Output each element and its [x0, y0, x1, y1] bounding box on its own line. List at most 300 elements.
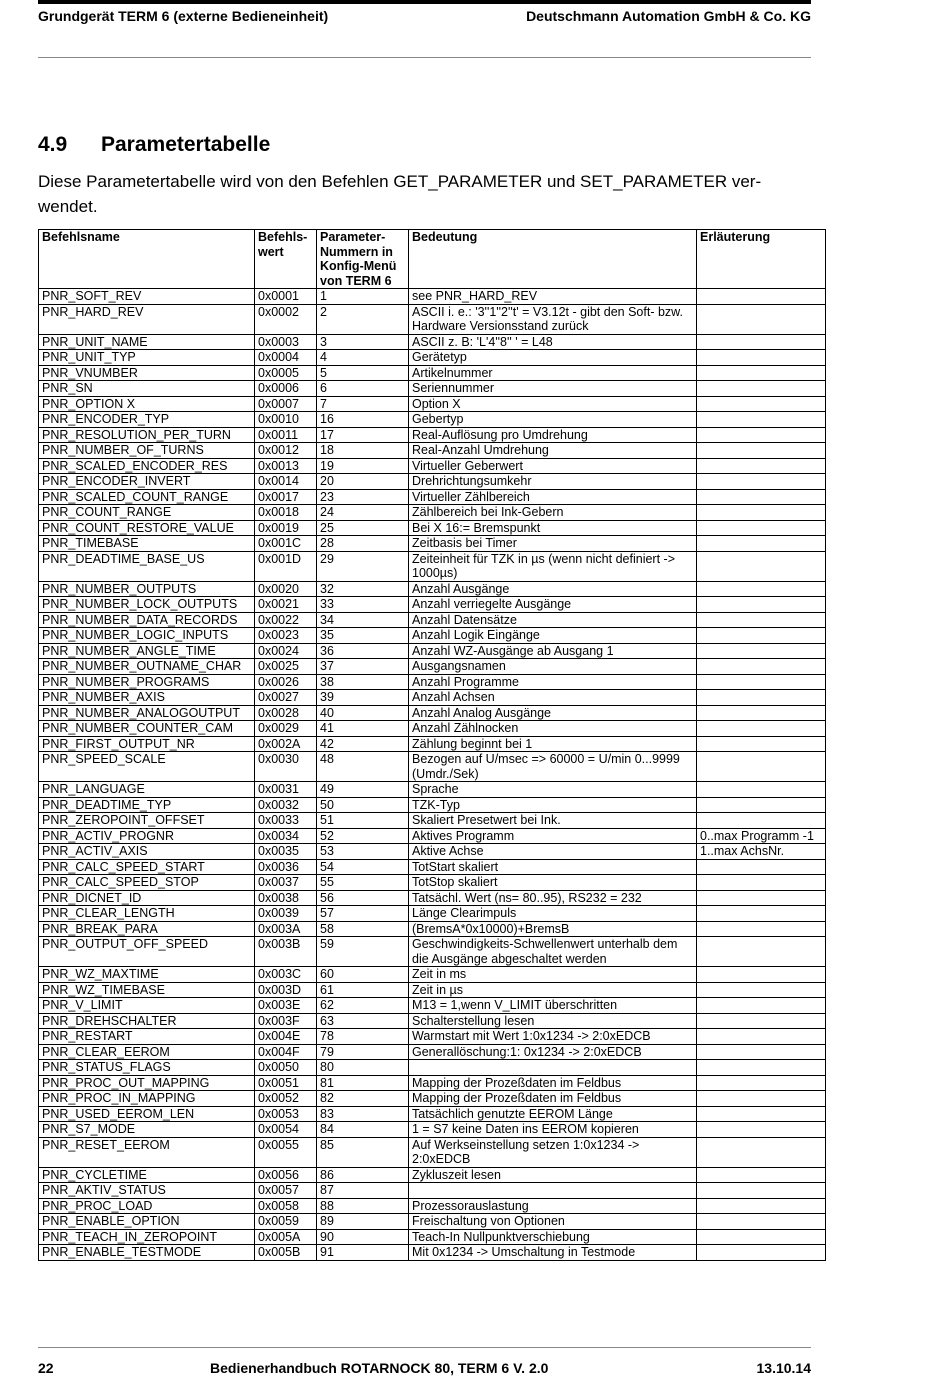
cell-bedeutung: Anzahl Datensätze: [409, 612, 697, 628]
cell-parameter-nummer: 53: [317, 844, 409, 860]
cell-befehlswert: 0x0014: [255, 474, 317, 490]
cell-befehlswert: 0x004F: [255, 1044, 317, 1060]
cell-befehlswert: 0x0028: [255, 705, 317, 721]
cell-erlaeuterung: 1..max AchsNr.: [697, 844, 826, 860]
table-row: [39, 489, 826, 505]
header-bedeutung: Bedeutung: [409, 230, 697, 289]
table-row: [39, 890, 826, 906]
cell-bedeutung: Aktives Programm: [409, 828, 697, 844]
table-row: [39, 1167, 826, 1183]
cell-bedeutung: Real-Auflösung pro Umdrehung: [409, 427, 697, 443]
table-row: [39, 396, 826, 412]
cell-befehlswert: 0x0032: [255, 797, 317, 813]
cell-erlaeuterung: [697, 581, 826, 597]
cell-befehlsname: PNR_COUNT_RESTORE_VALUE: [39, 520, 255, 536]
header-right: Deutschmann Automation GmbH & Co. KG: [526, 8, 811, 24]
table-row: [39, 643, 826, 659]
table-row: [39, 1198, 826, 1214]
table-row: [39, 1013, 826, 1029]
cell-parameter-nummer: 63: [317, 1013, 409, 1029]
cell-parameter-nummer: 5: [317, 365, 409, 381]
cell-bedeutung: Prozessorauslastung: [409, 1198, 697, 1214]
cell-bedeutung: Drehrichtungsumkehr: [409, 474, 697, 490]
cell-befehlsname: PNR_VNUMBER: [39, 365, 255, 381]
cell-erlaeuterung: [697, 1229, 826, 1245]
page-number: 22: [38, 1360, 54, 1376]
cell-befehlswert: 0x0052: [255, 1091, 317, 1107]
cell-parameter-nummer: 40: [317, 705, 409, 721]
cell-parameter-nummer: 87: [317, 1183, 409, 1199]
cell-befehlswert: 0x0030: [255, 752, 317, 782]
cell-befehlsname: PNR_RESTART: [39, 1029, 255, 1045]
cell-bedeutung: Bei X 16:= Bremspunkt: [409, 520, 697, 536]
header-rule: [38, 57, 811, 58]
table-row: [39, 998, 826, 1014]
table-row: [39, 967, 826, 983]
cell-erlaeuterung: [697, 612, 826, 628]
footer-rule: [38, 1347, 811, 1348]
table-row: [39, 1137, 826, 1167]
cell-erlaeuterung: [697, 1122, 826, 1138]
cell-bedeutung: Anzahl Analog Ausgänge: [409, 705, 697, 721]
cell-befehlswert: 0x0010: [255, 412, 317, 428]
cell-bedeutung: Zeiteinheit für TZK in µs (wenn nicht definiert -> 1000µs): [409, 551, 697, 581]
table-row: [39, 581, 826, 597]
cell-befehlsname: PNR_TIMEBASE: [39, 536, 255, 552]
cell-befehlswert: 0x005A: [255, 1229, 317, 1245]
cell-bedeutung: Schalterstellung lesen: [409, 1013, 697, 1029]
cell-befehlswert: 0x0033: [255, 813, 317, 829]
cell-erlaeuterung: [697, 505, 826, 521]
cell-befehlswert: 0x003E: [255, 998, 317, 1014]
cell-befehlsname: PNR_UNIT_NAME: [39, 334, 255, 350]
cell-bedeutung: Sprache: [409, 782, 697, 798]
cell-parameter-nummer: 91: [317, 1245, 409, 1261]
cell-befehlswert: 0x0031: [255, 782, 317, 798]
cell-befehlswert: 0x0021: [255, 597, 317, 613]
cell-erlaeuterung: [697, 396, 826, 412]
cell-erlaeuterung: [697, 1183, 826, 1199]
cell-erlaeuterung: [697, 1214, 826, 1230]
table-row: [39, 458, 826, 474]
cell-befehlswert: 0x003A: [255, 921, 317, 937]
cell-befehlsname: PNR_UNIT_TYP: [39, 350, 255, 366]
cell-befehlsname: PNR_LANGUAGE: [39, 782, 255, 798]
header-erlaeuterung: Erläuterung: [697, 230, 826, 289]
cell-parameter-nummer: 79: [317, 1044, 409, 1060]
cell-befehlsname: PNR_SPEED_SCALE: [39, 752, 255, 782]
cell-bedeutung: Zeit in µs: [409, 982, 697, 998]
cell-parameter-nummer: 23: [317, 489, 409, 505]
cell-bedeutung: TZK-Typ: [409, 797, 697, 813]
cell-bedeutung: Seriennummer: [409, 381, 697, 397]
cell-befehlswert: 0x0059: [255, 1214, 317, 1230]
footer-title: Bedienerhandbuch ROTARNOCK 80, TERM 6 V. 2.0: [210, 1360, 549, 1376]
cell-befehlsname: PNR_CALC_SPEED_STOP: [39, 875, 255, 891]
header-befehlswert: Befehls-wert: [255, 230, 317, 289]
cell-bedeutung: Virtueller Zählbereich: [409, 489, 697, 505]
cell-erlaeuterung: [697, 705, 826, 721]
cell-befehlswert: 0x0036: [255, 859, 317, 875]
cell-bedeutung: Länge Clearimpuls: [409, 906, 697, 922]
cell-befehlsname: PNR_USED_EEROM_LEN: [39, 1106, 255, 1122]
header-parameter-nummern: Parameter-Nummern in Konfig-Menü von TERM 6: [317, 230, 409, 289]
cell-befehlsname: PNR_WZ_TIMEBASE: [39, 982, 255, 998]
table-row: [39, 982, 826, 998]
cell-bedeutung: Zykluszeit lesen: [409, 1167, 697, 1183]
table-row: [39, 813, 826, 829]
table-row: [39, 289, 826, 305]
cell-erlaeuterung: [697, 690, 826, 706]
cell-befehlsname: PNR_NUMBER_AXIS: [39, 690, 255, 706]
cell-befehlsname: PNR_CLEAR_EEROM: [39, 1044, 255, 1060]
cell-bedeutung: Anzahl WZ-Ausgänge ab Ausgang 1: [409, 643, 697, 659]
cell-befehlswert: 0x0003: [255, 334, 317, 350]
cell-parameter-nummer: 28: [317, 536, 409, 552]
cell-erlaeuterung: [697, 365, 826, 381]
cell-befehlsname: PNR_OUTPUT_OFF_SPEED: [39, 937, 255, 967]
cell-bedeutung: ASCII i. e.: '3''1''2''t' = V3.12t - gibt den Soft- bzw. Hardware Versionsstand zurück: [409, 304, 697, 334]
cell-bedeutung: (BremsA*0x10000)+BremsB: [409, 921, 697, 937]
cell-befehlsname: PNR_CLEAR_LENGTH: [39, 906, 255, 922]
cell-bedeutung: Anzahl Achsen: [409, 690, 697, 706]
cell-erlaeuterung: [697, 797, 826, 813]
cell-befehlsname: PNR_NUMBER_OUTPUTS: [39, 581, 255, 597]
cell-befehlswert: 0x0057: [255, 1183, 317, 1199]
cell-parameter-nummer: 49: [317, 782, 409, 798]
cell-befehlsname: PNR_CYCLETIME: [39, 1167, 255, 1183]
cell-bedeutung: M13 = 1,wenn V_LIMIT überschritten: [409, 998, 697, 1014]
table-row: [39, 828, 826, 844]
cell-befehlsname: PNR_RESET_EEROM: [39, 1137, 255, 1167]
cell-befehlswert: 0x003D: [255, 982, 317, 998]
cell-befehlsname: PNR_SN: [39, 381, 255, 397]
cell-befehlsname: PNR_NUMBER_LOGIC_INPUTS: [39, 628, 255, 644]
cell-erlaeuterung: [697, 659, 826, 675]
table-row: [39, 1075, 826, 1091]
cell-erlaeuterung: [697, 458, 826, 474]
cell-befehlswert: 0x0019: [255, 520, 317, 536]
table-row: [39, 427, 826, 443]
cell-erlaeuterung: [697, 381, 826, 397]
cell-parameter-nummer: 85: [317, 1137, 409, 1167]
cell-parameter-nummer: 25: [317, 520, 409, 536]
cell-bedeutung: Warmstart mit Wert 1:0x1234 -> 2:0xEDCB: [409, 1029, 697, 1045]
table-row: [39, 474, 826, 490]
table-row: [39, 365, 826, 381]
cell-befehlsname: PNR_ACTIV_AXIS: [39, 844, 255, 860]
cell-erlaeuterung: [697, 1044, 826, 1060]
cell-befehlswert: 0x003C: [255, 967, 317, 983]
cell-parameter-nummer: 17: [317, 427, 409, 443]
cell-befehlswert: 0x0034: [255, 828, 317, 844]
cell-parameter-nummer: 89: [317, 1214, 409, 1230]
cell-parameter-nummer: 84: [317, 1122, 409, 1138]
cell-bedeutung: Aktive Achse: [409, 844, 697, 860]
cell-befehlsname: PNR_FIRST_OUTPUT_NR: [39, 736, 255, 752]
cell-bedeutung: Geschwindigkeits-Schwellenwert unterhalb dem die Ausgänge abgeschaltet werden: [409, 937, 697, 967]
cell-parameter-nummer: 41: [317, 721, 409, 737]
table-row: [39, 859, 826, 875]
cell-befehlsname: PNR_DEADTIME_BASE_US: [39, 551, 255, 581]
cell-bedeutung: Anzahl Programme: [409, 674, 697, 690]
cell-parameter-nummer: 16: [317, 412, 409, 428]
cell-bedeutung: Auf Werkseinstellung setzen 1:0x1234 -> 2:0xEDCB: [409, 1137, 697, 1167]
cell-erlaeuterung: [697, 304, 826, 334]
cell-erlaeuterung: [697, 1245, 826, 1261]
cell-befehlswert: 0x0022: [255, 612, 317, 628]
cell-befehlsname: PNR_RESOLUTION_PER_TURN: [39, 427, 255, 443]
table-row: [39, 1122, 826, 1138]
cell-befehlsname: PNR_ACTIV_PROGNR: [39, 828, 255, 844]
cell-befehlswert: 0x0001: [255, 289, 317, 305]
section-number: 4.9: [38, 133, 68, 156]
cell-parameter-nummer: 42: [317, 736, 409, 752]
cell-befehlswert: 0x0026: [255, 674, 317, 690]
cell-bedeutung: Ausgangsnamen: [409, 659, 697, 675]
cell-befehlswert: 0x0050: [255, 1060, 317, 1076]
table-row: [39, 674, 826, 690]
table-row: [39, 721, 826, 737]
table-row: [39, 844, 826, 860]
cell-bedeutung: Zählbereich bei Ink-Gebern: [409, 505, 697, 521]
section-title: Parametertabelle: [101, 133, 271, 156]
cell-befehlsname: PNR_ZEROPOINT_OFFSET: [39, 813, 255, 829]
cell-befehlsname: PNR_NUMBER_OF_TURNS: [39, 443, 255, 459]
cell-parameter-nummer: 4: [317, 350, 409, 366]
cell-parameter-nummer: 35: [317, 628, 409, 644]
cell-parameter-nummer: 88: [317, 1198, 409, 1214]
cell-bedeutung: TotStop skaliert: [409, 875, 697, 891]
cell-parameter-nummer: 55: [317, 875, 409, 891]
cell-bedeutung: see PNR_HARD_REV: [409, 289, 697, 305]
table-row: [39, 1060, 826, 1076]
table-row: [39, 1245, 826, 1261]
header-befehlsname: Befehlsname: [39, 230, 255, 289]
cell-befehlsname: PNR_HARD_REV: [39, 304, 255, 334]
cell-parameter-nummer: 61: [317, 982, 409, 998]
table-row: [39, 1091, 826, 1107]
cell-erlaeuterung: [697, 859, 826, 875]
cell-parameter-nummer: 24: [317, 505, 409, 521]
cell-erlaeuterung: [697, 289, 826, 305]
table-row: [39, 1106, 826, 1122]
cell-bedeutung: Option X: [409, 396, 697, 412]
cell-erlaeuterung: [697, 937, 826, 967]
cell-erlaeuterung: [697, 813, 826, 829]
cell-befehlsname: PNR_DREHSCHALTER: [39, 1013, 255, 1029]
table-row: [39, 1229, 826, 1245]
cell-erlaeuterung: [697, 982, 826, 998]
cell-befehlswert: 0x0058: [255, 1198, 317, 1214]
cell-erlaeuterung: [697, 674, 826, 690]
cell-befehlswert: 0x001D: [255, 551, 317, 581]
cell-befehlswert: 0x0035: [255, 844, 317, 860]
cell-bedeutung: Zeitbasis bei Timer: [409, 536, 697, 552]
cell-befehlswert: 0x0004: [255, 350, 317, 366]
cell-bedeutung: Zählung beginnt bei 1: [409, 736, 697, 752]
cell-befehlswert: 0x0053: [255, 1106, 317, 1122]
cell-erlaeuterung: [697, 736, 826, 752]
cell-erlaeuterung: [697, 1029, 826, 1045]
cell-befehlswert: 0x0005: [255, 365, 317, 381]
cell-befehlsname: PNR_DEADTIME_TYP: [39, 797, 255, 813]
cell-bedeutung: Tatsächlich genutzte EEROM Länge: [409, 1106, 697, 1122]
cell-befehlsname: PNR_SCALED_COUNT_RANGE: [39, 489, 255, 505]
table-row: [39, 921, 826, 937]
cell-befehlsname: PNR_V_LIMIT: [39, 998, 255, 1014]
cell-erlaeuterung: [697, 551, 826, 581]
cell-erlaeuterung: [697, 1106, 826, 1122]
cell-bedeutung: Tatsächl. Wert (ns= 80..95), RS232 = 232: [409, 890, 697, 906]
cell-bedeutung: Anzahl verriegelte Ausgänge: [409, 597, 697, 613]
cell-parameter-nummer: 36: [317, 643, 409, 659]
cell-erlaeuterung: [697, 890, 826, 906]
section-heading: [38, 133, 270, 157]
table-row: [39, 937, 826, 967]
table-row: [39, 705, 826, 721]
cell-befehlsname: PNR_NUMBER_ANGLE_TIME: [39, 643, 255, 659]
table-row: [39, 906, 826, 922]
cell-erlaeuterung: [697, 443, 826, 459]
cell-parameter-nummer: 54: [317, 859, 409, 875]
cell-erlaeuterung: [697, 906, 826, 922]
table-row: [39, 520, 826, 536]
cell-parameter-nummer: 90: [317, 1229, 409, 1245]
cell-parameter-nummer: 60: [317, 967, 409, 983]
cell-bedeutung: Mapping der Prozeßdaten im Feldbus: [409, 1075, 697, 1091]
cell-erlaeuterung: [697, 967, 826, 983]
cell-parameter-nummer: 50: [317, 797, 409, 813]
table-row: [39, 551, 826, 581]
cell-befehlswert: 0x0054: [255, 1122, 317, 1138]
cell-parameter-nummer: 58: [317, 921, 409, 937]
cell-befehlswert: 0x0020: [255, 581, 317, 597]
cell-befehlswert: 0x0017: [255, 489, 317, 505]
cell-parameter-nummer: 6: [317, 381, 409, 397]
cell-parameter-nummer: 19: [317, 458, 409, 474]
cell-befehlsname: PNR_TEACH_IN_ZEROPOINT: [39, 1229, 255, 1245]
cell-erlaeuterung: [697, 1060, 826, 1076]
cell-befehlswert: 0x0038: [255, 890, 317, 906]
cell-befehlsname: PNR_WZ_MAXTIME: [39, 967, 255, 983]
cell-befehlsname: PNR_NUMBER_PROGRAMS: [39, 674, 255, 690]
cell-erlaeuterung: [697, 921, 826, 937]
cell-parameter-nummer: 56: [317, 890, 409, 906]
cell-erlaeuterung: [697, 1137, 826, 1167]
cell-erlaeuterung: [697, 1198, 826, 1214]
cell-erlaeuterung: [697, 412, 826, 428]
cell-bedeutung: Mapping der Prozeßdaten im Feldbus: [409, 1091, 697, 1107]
cell-befehlsname: PNR_STATUS_FLAGS: [39, 1060, 255, 1076]
table-header-row: [39, 230, 826, 289]
cell-parameter-nummer: 80: [317, 1060, 409, 1076]
cell-bedeutung: Gerätetyp: [409, 350, 697, 366]
table-row: [39, 1183, 826, 1199]
cell-befehlsname: PNR_ENCODER_INVERT: [39, 474, 255, 490]
table-body: [39, 289, 826, 1261]
cell-befehlsname: PNR_ENCODER_TYP: [39, 412, 255, 428]
cell-erlaeuterung: [697, 721, 826, 737]
cell-parameter-nummer: 83: [317, 1106, 409, 1122]
cell-parameter-nummer: 59: [317, 937, 409, 967]
cell-bedeutung: Anzahl Ausgänge: [409, 581, 697, 597]
cell-befehlsname: PNR_S7_MODE: [39, 1122, 255, 1138]
cell-befehlswert: 0x003B: [255, 937, 317, 967]
cell-erlaeuterung: [697, 597, 826, 613]
cell-befehlswert: 0x0037: [255, 875, 317, 891]
cell-befehlsname: PNR_CALC_SPEED_START: [39, 859, 255, 875]
cell-erlaeuterung: [697, 474, 826, 490]
cell-parameter-nummer: 81: [317, 1075, 409, 1091]
table-row: [39, 443, 826, 459]
table-row: [39, 1214, 826, 1230]
cell-befehlswert: 0x0039: [255, 906, 317, 922]
cell-parameter-nummer: 18: [317, 443, 409, 459]
cell-parameter-nummer: 32: [317, 581, 409, 597]
footer-date: 13.10.14: [756, 1360, 811, 1376]
cell-erlaeuterung: [697, 1075, 826, 1091]
cell-befehlswert: 0x0024: [255, 643, 317, 659]
cell-bedeutung: Teach-In Nullpunktverschiebung: [409, 1229, 697, 1245]
cell-befehlsname: PNR_NUMBER_LOCK_OUTPUTS: [39, 597, 255, 613]
cell-parameter-nummer: 82: [317, 1091, 409, 1107]
cell-befehlsname: PNR_PROC_LOAD: [39, 1198, 255, 1214]
cell-bedeutung: [409, 1060, 697, 1076]
cell-erlaeuterung: [697, 350, 826, 366]
cell-befehlswert: 0x0012: [255, 443, 317, 459]
cell-befehlsname: PNR_NUMBER_DATA_RECORDS: [39, 612, 255, 628]
cell-parameter-nummer: 52: [317, 828, 409, 844]
cell-parameter-nummer: 48: [317, 752, 409, 782]
table-row: [39, 659, 826, 675]
cell-befehlswert: 0x0051: [255, 1075, 317, 1091]
cell-erlaeuterung: [697, 1091, 826, 1107]
cell-befehlswert: 0x0023: [255, 628, 317, 644]
cell-parameter-nummer: 39: [317, 690, 409, 706]
table-row: [39, 628, 826, 644]
cell-befehlsname: PNR_AKTIV_STATUS: [39, 1183, 255, 1199]
cell-bedeutung: Real-Anzahl Umdrehung: [409, 443, 697, 459]
header-left: Grundgerät TERM 6 (externe Bedieneinheit): [38, 8, 329, 24]
cell-befehlswert: 0x0029: [255, 721, 317, 737]
cell-parameter-nummer: 38: [317, 674, 409, 690]
cell-erlaeuterung: [697, 875, 826, 891]
cell-bedeutung: [409, 1183, 697, 1199]
cell-befehlswert: 0x0006: [255, 381, 317, 397]
table-row: [39, 334, 826, 350]
table-row: [39, 782, 826, 798]
cell-erlaeuterung: [697, 1167, 826, 1183]
table-row: [39, 752, 826, 782]
cell-befehlswert: 0x0018: [255, 505, 317, 521]
cell-parameter-nummer: 29: [317, 551, 409, 581]
cell-parameter-nummer: 3: [317, 334, 409, 350]
cell-bedeutung: Zeit in ms: [409, 967, 697, 983]
cell-befehlswert: 0x0002: [255, 304, 317, 334]
cell-parameter-nummer: 20: [317, 474, 409, 490]
cell-bedeutung: TotStart skaliert: [409, 859, 697, 875]
cell-erlaeuterung: [697, 628, 826, 644]
cell-befehlswert: 0x001C: [255, 536, 317, 552]
cell-bedeutung: Skaliert Presetwert bei Ink.: [409, 813, 697, 829]
cell-befehlsname: PNR_PROC_OUT_MAPPING: [39, 1075, 255, 1091]
cell-erlaeuterung: [697, 427, 826, 443]
cell-befehlswert: 0x0055: [255, 1137, 317, 1167]
parameter-table: [38, 229, 826, 1261]
cell-befehlswert: 0x0056: [255, 1167, 317, 1183]
cell-befehlswert: 0x0027: [255, 690, 317, 706]
